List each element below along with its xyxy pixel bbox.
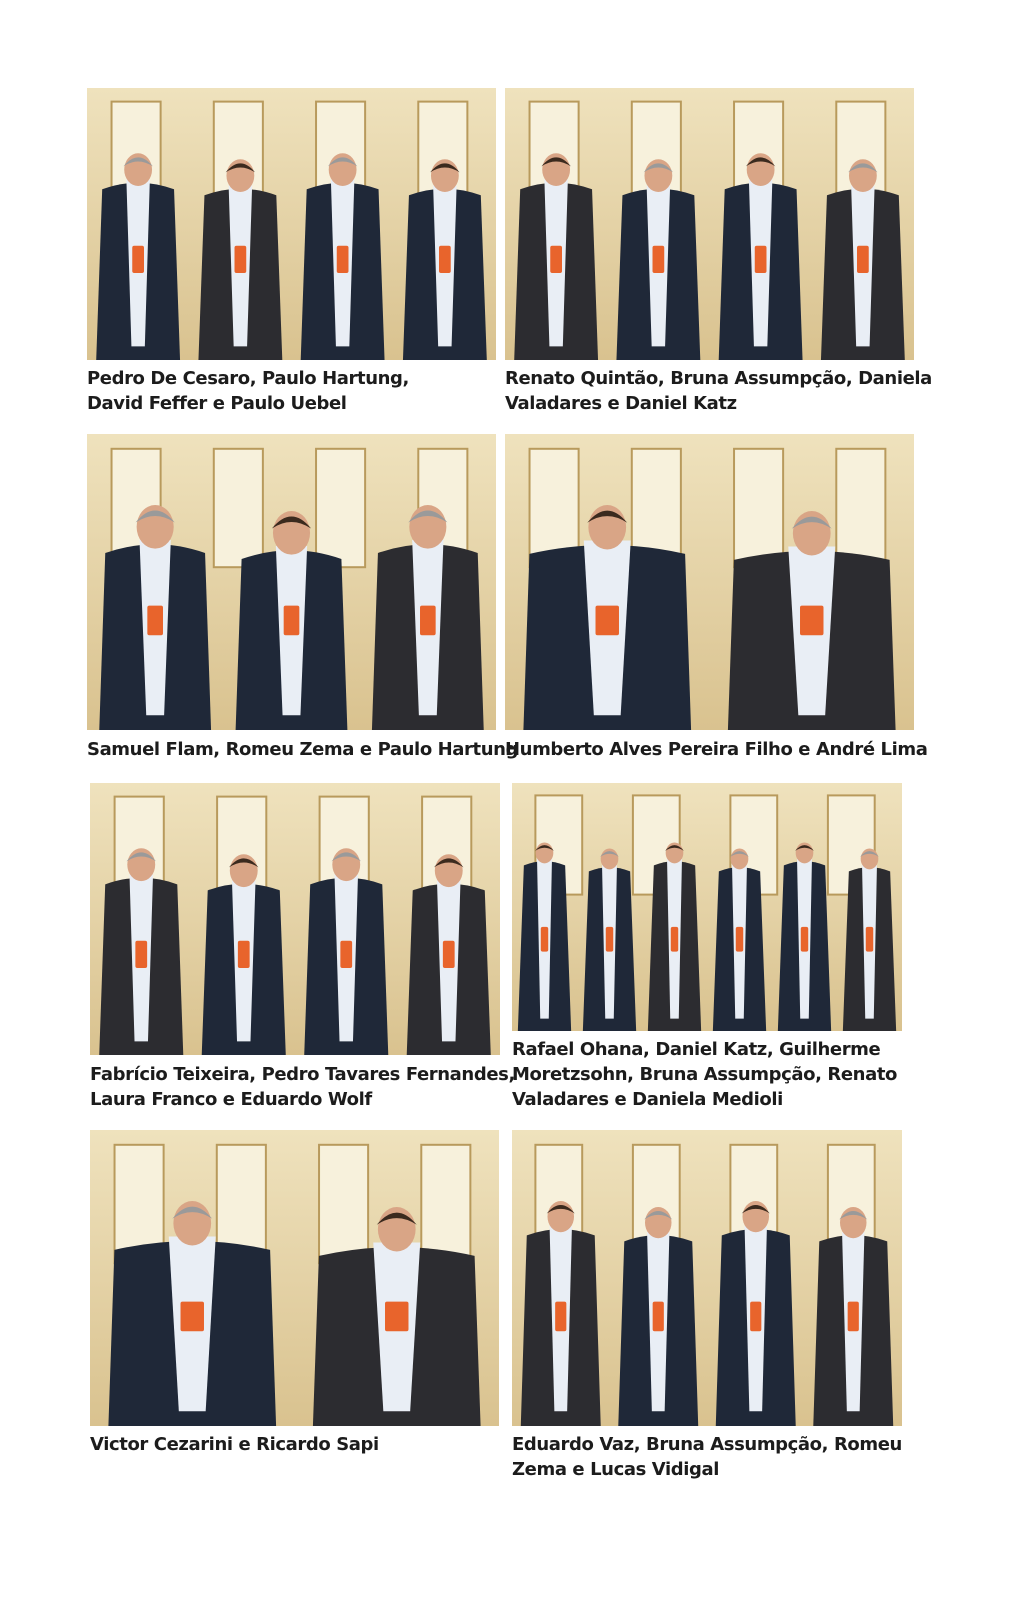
event-photo-1 bbox=[87, 88, 496, 360]
photo-caption-2: Renato Quintão, Bruna Assumpção, Daniela Valadares e Daniel Katz bbox=[505, 368, 932, 414]
photo-illustration bbox=[505, 434, 914, 730]
photo-caption-7: Victor Cezarini e Ricardo Sapi bbox=[90, 1434, 379, 1455]
photo-illustration bbox=[87, 434, 496, 730]
photo-illustration bbox=[512, 1130, 902, 1426]
event-photo-8 bbox=[512, 1130, 902, 1426]
photo-caption-8: Eduardo Vaz, Bruna Assumpção, Romeu Zema e Lucas Vidigal bbox=[512, 1434, 902, 1480]
photo-illustration bbox=[512, 783, 902, 1031]
event-photo-5 bbox=[90, 783, 500, 1055]
event-photo-3 bbox=[87, 434, 496, 730]
photo-caption-6: Rafael Ohana, Daniel Katz, Guilherme Moretzsohn, Bruna Assumpção, Renato Valadares e Daniela Medioli bbox=[512, 1039, 897, 1110]
event-photo-4 bbox=[505, 434, 914, 730]
photo-illustration bbox=[87, 88, 496, 360]
photo-illustration bbox=[90, 1130, 499, 1426]
event-photo-7 bbox=[90, 1130, 499, 1426]
photo-caption-5: Fabrício Teixeira, Pedro Tavares Fernandes, Laura Franco e Eduardo Wolf bbox=[90, 1064, 515, 1110]
photo-caption-1: Pedro De Cesaro, Paulo Hartung, David Feffer e Paulo Uebel bbox=[87, 368, 409, 414]
photo-caption-4: Humberto Alves Pereira Filho e André Lima bbox=[505, 739, 928, 760]
photo-illustration bbox=[90, 783, 500, 1055]
event-photo-6 bbox=[512, 783, 902, 1031]
photo-illustration bbox=[505, 88, 914, 360]
photo-caption-3: Samuel Flam, Romeu Zema e Paulo Hartung bbox=[87, 739, 519, 760]
event-photo-2 bbox=[505, 88, 914, 360]
